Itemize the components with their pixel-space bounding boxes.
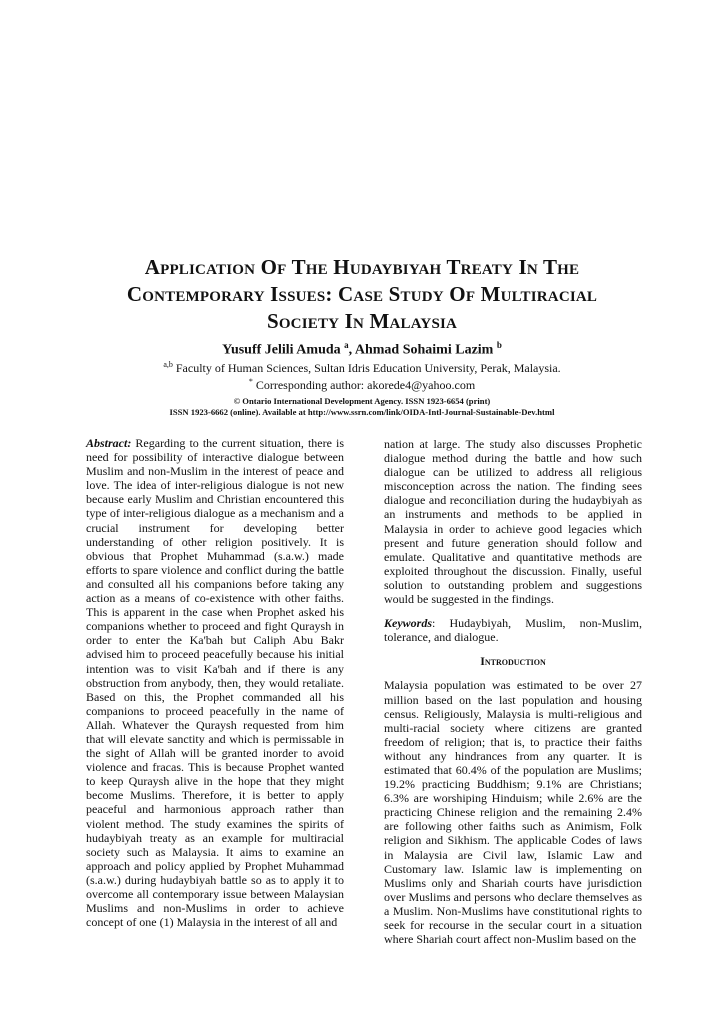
author-separator: , bbox=[348, 342, 355, 358]
author-1-mark: a bbox=[344, 340, 349, 350]
title-line-3: Society In Malaysia bbox=[266, 309, 458, 333]
corresponding-text: Corresponding author: akorede4@yahoo.com bbox=[255, 378, 476, 392]
copyright-block bbox=[40, 396, 684, 418]
affiliation-marks: a,b bbox=[163, 360, 173, 369]
corresponding-author bbox=[40, 375, 684, 392]
introduction-heading: Introduction bbox=[480, 654, 546, 669]
introduction-text: Malaysia population was estimated to be over 27 million based on the last population and housing census. Religiously, Malaysia is multi-religious and multi-racial society where citizens are granted freedom of religion; that is, to practice their faiths without any hindrances from any quarter. It is estimated that 60.4% of the population are Muslims; 19.2% practicing Buddhism; 9.1% are Christians; 6.3% are worshiping Hinduism; while 2.6% are the practicing Chinese religion and the remaining 2.4% are following other faiths such as Animism, Folk religion and Sikhism. The applicable Codes of laws in Malaysia are Civil law, Islamic Law and Customary law. Islamic law is implementing on Muslims only and Shariah courts have jurisdiction over Muslims and persons who declare themselves as a Muslim. Non-Muslims have constitutional rights to seek for recourse in the secular court in a situation where Shariah court affect non-Muslim based on the bbox=[384, 678, 642, 947]
copyright-line-2: ISSN 1923-6662 (online). Available at http://www.ssrn.com/link/OIDA-Intl-Journal-Sustainable-Dev.html bbox=[169, 407, 555, 417]
keywords-label: Keywords bbox=[384, 616, 432, 631]
author-1: Yusuff Jelili Amuda bbox=[222, 342, 341, 358]
affiliation bbox=[40, 358, 684, 375]
abstract-paragraph bbox=[86, 436, 344, 929]
title-line-2: Contemporary Issues: Case Study Of Multiracial bbox=[126, 282, 598, 306]
paper-title bbox=[40, 254, 684, 335]
affiliation-text: Faculty of Human Sciences, Sultan Idris Education University, Perak, Malaysia. bbox=[175, 361, 561, 375]
abstract-label: Abstract: bbox=[86, 436, 132, 450]
corresponding-mark: * bbox=[248, 377, 253, 386]
abstract-text-left: Regarding to the current situation, there is need for possibility of interactive dialogue between Muslim and non-Muslim in the interest of peace and love. The idea of inter-religious dialogue is not new because early Muslim and Christian encountered this type of inter-religious dialogue as a mechanism and a crucial instrument for developing better understanding of other religion positively. It is obvious that Prophet Muhammad (s.a.w.) made efforts to spare violence and conflict during the battle and consulted all his companions before taking any action as a means of co-existence with other faiths. This is apparent in the case when Prophet asked his companions whether to proceed and fight Quraysh in order to enter the Ka'bah but Caliph Abu Bakr advised him to proceed peacefully because his initial intention was to visit Ka'bah and if there is any obstruction from anybody, then, they would retaliate. Based on this, the Prophet commanded all his companions to proceed peacefully in the name of Allah. Whatever the Quraysh requested from him that will elevate sanctity and which is permissable in the sight of Allah will be granted inorder to avoid violence and fracas. This is because Prophet wanted to keep Quraysh alive in the hope that they might become Muslims. Therefore, it is better to apply peaceful and harmonious approach rather than violent method. The study examines the spirits of hudaybiyah treaty as an example for multiracial society such as Malaysia. It aims to examine an approach and policy applied by Prophet Muhammad (s.a.w.) during hudaybiyah battle so as to apply it to overcome all contemporary issue between Malaysian Muslims and non-Muslims in order to achieve concept of one (1) Malaysia in the interest of all and bbox=[86, 436, 345, 930]
copyright-line-1: © Ontario International Development Agency. ISSN 1923-6654 (print) bbox=[233, 396, 491, 406]
affiliation-block bbox=[40, 358, 684, 392]
right-column bbox=[384, 437, 642, 946]
author-2: Ahmad Sohaimi Lazim bbox=[354, 342, 494, 358]
keywords-text: : Hudaybiyah, Muslim, non-Muslim, tolerance, and dialogue. bbox=[384, 616, 642, 645]
author-2-mark: b bbox=[496, 340, 502, 350]
author-list bbox=[40, 340, 684, 359]
left-column bbox=[86, 436, 344, 929]
keywords-paragraph bbox=[384, 616, 642, 644]
title-line-1: Application Of The Hudaybiyah Treaty In The bbox=[144, 255, 580, 279]
abstract-continued: nation at large. The study also discusses Prophetic dialogue method during the battle and how such dialogue can be utilized to address all religious misconception across the nation. The finding sees dialogue and reconciliation during the hudaybiyah as an instruments and methods to be applied in Malaysia in order to achieve good legacies which present and future generation should follow and emulate. Qualitative and quantitative methods are exploited throughout the discussion. Finally, useful solution to outstanding problem and suggestions would be suggested in the findings. bbox=[384, 437, 642, 607]
